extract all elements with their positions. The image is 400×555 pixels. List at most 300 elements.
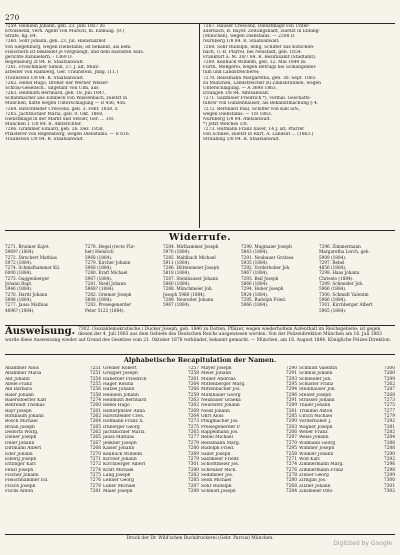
text-line: arbeiter von Ramberg, Ger. Traunstein, Jnng. (11.) [5,70,118,76]
index-name: Fuchs Anton [5,488,34,494]
grid-entry: 5970 (1884). [163,249,191,255]
index-number: 7301 [383,483,395,489]
index-number: 7283 [285,424,297,430]
grid-entry: 5866 (1884). [241,281,269,287]
text-line: 7269. Keilhuck Wilhelm, geb. 12. Mai 1844 zu [203,60,306,66]
index-number: 7271 [285,456,297,462]
text-line: Nürnberg 1/8 84. R. Staatsanwalt. [203,39,280,45]
index-number: 7273 [383,398,395,404]
text-line: 7266. Grammer Eduard, geb. 26. Dez. 1858, [5,127,104,133]
index-number: 7265 [89,424,101,430]
grid-entry: 7291. Neubauer Gratsea [241,254,294,260]
index-number: 7301 [187,462,199,468]
grid-entry: 7288. Münchmeier Joh. [163,286,213,292]
text-line: Traunstein 1/8 84. R. Staatsanwalt. [5,75,84,81]
text-line: München 1 1/8 84. R. Amtsrichter. [5,121,82,127]
index-name: Baier Johann [5,392,34,398]
index-number: 7285 [285,414,297,420]
text-line: 7261. Froschmaier Simon, 27. J. alt, Mütz- [5,65,100,71]
text-line: Ertolsheim, verh. Agent von Mürsch, m. Exmuag. (9.) [5,29,125,35]
text-line: wegen Diebstahls. — 1/8 1863. [203,111,273,117]
index-name: Hebel Hugo [103,403,130,409]
grid-entry: 5968 (1884). [85,254,113,260]
index-name: Zimmermann Marg. [299,462,344,468]
index-number: 7264 [187,414,199,420]
text-line: Unterschlagung. — A 3698 1863. [203,85,278,91]
index-number: 7298 [383,467,395,473]
index-number: 7268 [89,446,101,452]
index-number: 7284 [383,435,395,441]
index-name: Schlottmeier Jos. [201,462,240,468]
index-name: Jachtbichler Maria [103,430,145,436]
index-name: Sailer Joseph [201,451,231,457]
index-number: 7276 [89,478,101,484]
text-line: von Siegenburg, wegen Diebstahls; ist bekannt, als bem. [5,44,132,50]
grid-entry: 7281. Niedl Johann [85,281,126,287]
grid-entry: Joseph 5968 (1884). [163,291,206,297]
index-number: 7264 [89,419,101,425]
index-number: 7258 [187,371,199,377]
grid-entry: 7292. Vorderhober Joh. [241,265,291,271]
index-name: Kirchberger Albert [103,462,146,468]
index-name: Kraft Michael [103,467,134,473]
grid-entry: 7289. Neureiter Johann [163,296,214,302]
index-number: 7277 [187,435,199,441]
index-name: Haberner Friedrich [103,376,147,382]
grid-column [85,244,161,313]
index-number: 7272 [89,462,101,468]
index-number: 7290 [285,419,297,425]
index-name: Braun Joseph [5,424,35,430]
grid-entry: 7293. Reif Joseph [241,275,279,281]
text-line: von Schnee, zuletzt in Rürt, A. Landsut ... (1863.) [203,132,314,138]
grid-entry: 7287. Steinhauser Johann [163,275,219,281]
text-line: Erlangen 1/8 84. Amtsanwalt. [203,91,270,97]
grid-entry: 7285. Mahlbach Michael [163,254,216,260]
grid-entry: 7294. Huber Joseph [241,286,284,292]
recap-rule [5,354,395,355]
grid-entry: 7278. Hegel (recte Für- [85,244,136,249]
index-name: Hinterpfister Anna [103,408,145,414]
index-number: 7262 [187,403,199,409]
index-number: 7287 [383,387,395,393]
index-name: Mayer Joseph [201,366,232,371]
index-number: 7266 [187,387,199,393]
index-name: Birnbaum Johann [5,414,44,420]
index-name: Eiberg Joseph [5,456,37,462]
index-number: 7292 [383,419,395,425]
index-name: Zitzler Johann [299,483,331,489]
left-column [5,24,195,143]
grid-entry: 7290. Mugmaier Joseph [241,244,292,249]
index-name: Wimmer Joseph [299,446,335,452]
grid-entry: 7298. Haas Johann [319,270,360,276]
recap-title: Alphabetische Recapitulation der Namen. [123,356,277,364]
index-number: 7256 [89,387,101,393]
index-number: 7270 [285,440,297,446]
index-number: 7288 [383,446,395,452]
index-number: 7294 [285,387,297,393]
text-line: Schrau-Gesellsch., ungefähr von Ulm, aus [5,85,99,91]
grid-entry: 5808 (1884). [85,296,113,302]
text-line: Schuhmacher aus Eimbeck von Wassenbach, zuletzt in [5,96,128,102]
page-number: 270 [5,13,20,22]
index-name: Wolf Karl [299,456,320,462]
index-entry [299,489,395,494]
grid-entry: 4896? (1884). [5,307,35,313]
index-name: Zirngibl Jos. [299,478,327,484]
index-number: 7271 [89,456,101,462]
grid-entry: 7284. Mirlhammer Joseph [163,244,219,249]
index-number: 7291 [285,398,297,404]
index-number: 7260 [89,403,101,409]
grid-entry: 5843 (1884). [241,249,269,255]
index-name: Niedl Johann [201,408,230,414]
grid-entry: 7295. Rudolph Fried. [241,296,287,302]
index-number: 7280 [285,478,297,484]
grid-column [241,244,317,308]
index-number: 7281 [89,488,101,494]
grid-entry: her) Heinrich [85,249,114,255]
index-name: Zinsmeier Otto [299,488,333,494]
grid-entry: 5909 (1884). [319,254,347,260]
index-name: Trimmel Anton [299,408,333,414]
text-line: führer von Gunzenhäuser, als Bekanntmachung § 4. [203,101,319,107]
text-line: 7267. Hauser Crescenz, Dienstmagd von Unter- [203,24,310,29]
index-entry [5,489,101,494]
index-name: Weber Franz [299,430,328,436]
grid-entry: 7282. Greimer Joseph [85,291,132,297]
text-line: gerichte zuzuliefern. - 1369 D. [5,54,73,60]
index-number: 7280 [187,446,199,452]
grid-entry: 5860 (1884). [163,281,191,287]
index-name: Rappelmann Jos. [201,430,239,436]
index-number: 7274 [285,462,297,468]
index-name: Seidl Michael [201,478,232,484]
index-number: 7251 [89,371,101,377]
index-name: Schmidt Joseph [201,488,236,494]
index-name: Gropper Joseph [103,371,138,377]
grid-entry: 5967 (1884). [85,275,113,281]
index-name: Abele Franz [5,382,32,388]
index-name: Müller Andreas [201,376,236,382]
index-number: 7268 [285,483,297,489]
index-number: 7275 [89,472,101,478]
grid-column [163,244,239,308]
index-name: Schmidt Valentin [299,366,338,371]
index-name: Abl Barbara [5,387,32,393]
grid-entry: 5966 (1884). [319,286,347,292]
index-number: 7295 [285,382,297,388]
footer-rule [5,534,395,535]
index-name: Bosch Michael [5,419,38,425]
text-line: Nürnberg 1/8 84. Amtsanwalt. [203,116,271,122]
index-name: Hofmann Franz X. [103,419,144,425]
index-number: 7258 [89,392,101,398]
index-name: Abammer Alois [5,366,39,371]
grid-entry: 5965 (1884). [319,307,347,313]
text-line: 7270. Reissmann Margaretha, geb. 30. Sept. 1865 [203,75,316,81]
index-name: Eder Johann [5,451,33,457]
text-line: 7268. Sohr Rudolph, ledig, Schiffer aus Kutschen- [203,44,315,50]
index-number: 7289 [187,488,199,494]
index-name: Maier Joseph [103,488,133,494]
index-name: Thaler Johann [299,403,331,409]
index-number: 7255 [89,382,101,388]
grid-entry: 5968? (1884). [85,286,115,292]
grid-entry: 5898 (1884). [5,296,33,302]
grid-entry: 5966 (1884). [241,302,269,308]
grid-entry: 5935 (1884). [241,259,269,265]
grid-entry: 5972 (1884). [5,259,33,265]
index-number: 7293 [285,376,297,382]
index-number: 7283 [187,472,199,478]
text-line: München, hatte wegen Unterschlagung — D 456, 456. [5,101,127,107]
index-column [5,366,101,494]
index-entry [201,489,297,494]
section-title: Widerrufe. [168,232,232,243]
index-number: 7282 [383,430,395,436]
grid-entry: 7301. Kirchberger Albert [319,302,373,308]
grid-entry: 6000 (1884). [5,270,33,276]
index-number: 7279 [383,414,395,420]
index-number: 7262 [89,414,101,420]
index-name: Fenzl Joseph [5,467,34,473]
index-name: Mühlbauer Georg [201,392,241,398]
grid-entry: 7274. Schmidhammer Kil. [5,265,61,271]
grid-entry: Johann Bapt. [5,281,33,287]
index-number: 7273 [187,419,199,425]
right-column [203,24,395,143]
grid-column [319,244,395,313]
index-number: 7276 [285,467,297,473]
index-number: 7254 [89,376,101,382]
index-number: 7265 [187,430,199,436]
notice-heading: Ausweisung. [5,326,76,337]
index-name: Kaiser Johann [103,446,135,452]
grid-entry: 5946 (1884). [5,286,33,292]
grid-entry: 5911 (1884). [163,259,191,265]
index-name: Luber Michael [103,483,136,489]
grid-entry: 7275. Guggenberger [5,275,50,281]
google-watermark: Digitized by Google [333,540,392,547]
index-name: Hatzel Johann [103,387,135,393]
text-line: Regensburg 2f 84. R. Staatsanwalt. [5,60,85,66]
index-number: 7275 [383,403,395,409]
grid-entry: 5966 (1884). [319,296,347,302]
grid-entry: Peter 5122 (1884). [85,307,125,313]
index-name: Jenkner Joseph [103,440,137,446]
grid-entry: 7276. Harttl Johann [5,291,48,297]
index-name: Dirlmann Albert [5,446,42,452]
index-number: 7257 [187,366,199,371]
index-number: 7279 [187,440,199,446]
text-line: 7260. Sohr Johann, geb. 23. Jul. Hainstalzhof [5,39,106,45]
printer-imprint: Druck der Dr. Wild'schen Buchdruckerei (Gebr. Parcus) München. [126,536,274,541]
index-name: Schreiber Mich. [201,467,237,473]
grid-entry: 7277. Jauss Mathias [5,302,48,308]
index-column [201,366,297,494]
index-name: Widmann Georg [299,440,336,446]
grid-entry: 7286. Hüttenmeier Joseph [163,265,220,271]
grid-entry: 5968 (1884). [85,265,113,271]
grid-entry: 7296. Zimmermann [319,244,361,249]
index-name: Salzmeier Friedr. [201,456,240,462]
grid-entry: 7283. Preisegenerder [85,302,132,308]
grid-entry: 7271. Brunner Kajet. [5,244,50,249]
grid-entry: 4856 (1884). [319,265,347,271]
text-line: bach, U.-B. Pfarrei, bei Neustadt, geb. 1854. [203,49,302,55]
index-name: Diller Johann [5,440,35,446]
index-number: 7268 [383,392,395,398]
index-name: Irnberger Georg [103,424,140,430]
index-number: 7292 [383,456,395,462]
index-name: Sohr Rudolph [201,483,232,489]
text-line: Straubing 1/8 84. R. Staatsanwalt. [203,137,280,143]
index-name: Mittenbacher Jos. [201,387,241,393]
index-name: Meier Johann [201,371,232,377]
index-name: Preisegenerder P. [201,424,241,430]
index-number: 7267 [89,440,101,446]
index-number: 7261 [187,376,199,382]
index-name: Strasser Johann [299,398,335,404]
index-name: Schuster Franz [299,382,334,388]
index-number: 7291 [285,371,297,377]
index-name: Lang Joseph [103,472,131,478]
index-name: Diener Joseph [5,435,37,441]
grid-entry: 7279. Kircher Johann [85,259,131,265]
index-number: 7265 [89,435,101,441]
index-number: 7275 [187,424,199,430]
index-number: 7286 [383,440,395,446]
index-number: 7290 [285,366,297,371]
index-number: 7299 [383,472,395,478]
index-name: Winkler Johann [299,451,334,457]
index-name: Hirschfelder Cres. [103,414,145,420]
text-line: Traunstein 1/8 84. R. Staatsanwalt. [5,137,84,143]
text-line: Pflasterer von Regensburg, wegen Diebstahls. — II 616. [5,132,131,138]
index-name: Baiersdoerfer Karl [5,398,47,404]
text-line: 7272. Bernhard Paul, Schiffer von Kiel a/N., [203,106,301,112]
text-line: 7262. Hebel Hugo, Dreher der Werner Welzer- [5,80,109,86]
index-number: 7302 [383,488,395,494]
index-name: Pflugmacher Jos. [201,419,239,425]
index-name: Vorderhober J. [299,419,332,425]
index-number: 7261 [89,408,101,414]
text-line: auerbach, B. Bayer. Zeitungsblatt, zuletzt in Ebbing- [203,29,321,35]
grid-entry: 5969? (1884). [5,249,35,255]
grid-entry: 7297. Rebel [319,259,345,265]
index-entry [103,489,199,494]
index-name: Ettlinger Karl [5,462,36,468]
index-number: 7281 [383,424,395,430]
index-name: Zinner Georg [299,472,329,478]
index-number: 7274 [89,467,101,473]
index-number: 7279 [187,456,199,462]
expulsion-notice [5,327,395,343]
index-column [103,366,199,494]
text-line: tum und Landstreicherei; [203,70,260,76]
index-name: Hellmuth Bernhard [103,398,147,404]
grid-entry: 5818 (1884). [163,270,191,276]
index-name: Frisch Joseph [5,483,36,489]
index-name: Rudolph Fried. [201,446,235,452]
index-name: Dedorfa Wolfg. [5,430,39,436]
grid-entry: Margaretha Lerch, geb. [319,249,370,255]
text-line: Strafe, fig. 84. [5,34,38,40]
index-name: Weiss Johann [299,435,329,441]
text-line: (München), wegen Diebstahls. — 2308 D. [203,34,296,40]
index-number: 7278 [285,472,297,478]
index-name: Jauss Mathias [103,435,135,441]
text-line: Dienstmagd in der Markt und Steuer, Ger. ... 1/8. [5,116,115,122]
index-number: 7300 [383,478,395,484]
index-number: 7269 [187,451,199,457]
index-number: 7284 [285,488,297,494]
index-number: 7296 [383,462,395,468]
grid-entry: 5924 (1884). [241,291,269,297]
index-number: 7290 [383,451,395,457]
index-number: 7297 [285,435,297,441]
grid-column [5,244,81,313]
index-number: 7262 [383,382,395,388]
index-number: 7251 [89,366,101,371]
index-number: 7260 [383,371,395,377]
index-name: Ulrich Michael [299,414,333,420]
index-number: 7287 [187,483,199,489]
index-number: 7264 [187,382,199,388]
grid-entry: Chriesto (1884). [319,275,354,281]
index-name: Abammer Maria [5,371,42,377]
text-line: *) Jetzt Welches 1/8. [203,121,249,127]
index-name: Keilhuck Wilhelm [103,451,142,457]
text-line: zu München, Landstreicher zu Zinnsbrunnen, wegen [203,80,321,86]
index-number: 7274 [89,398,101,404]
text-line: Fleischern ist bekleidet je vorgezeigt, und dem nächsten Aufs. [5,49,145,55]
index-name: Greiner Robert [103,366,137,371]
index-name: Sedlmeier Jos. [201,472,234,478]
index-number: 7280 [187,467,199,473]
text-line: 7259. Heinlein Johann, geb. 23. Juni 1857 zu [5,24,105,29]
index-number: 7285 [187,478,199,484]
grid-entry: 5967 (1884). [163,302,191,308]
index-name: Schneider Joh. [299,376,332,382]
index-name: Rebel Michael [201,435,233,441]
index-name: Neubauer Graeka [201,398,241,404]
index-number: 7277 [383,408,395,414]
index-name: Kircher Johann [103,456,137,462]
grid-entry: 7300. Schmidt Valentin [319,291,369,297]
index-name: Abt Johann [5,376,30,382]
index-number: 7262 [89,430,101,436]
index-number: 7296 [285,392,297,398]
index-name: Wagner Joseph [299,424,333,430]
index-name: Fleischhammer Ed. [5,478,49,484]
index-name: Ohrt Alois [201,414,224,420]
index-name: Mittenberger Marg. [201,382,246,388]
text-line: Frankfurt a. M. 30/7 84. R. Bezirksamt (Stadtamt). [203,54,317,60]
index-number: 7258 [285,451,297,457]
column-divider [199,24,200,228]
text-line: 7273. Hofmann Franz Xaver, 14 J. alt, Pfarrer [203,127,305,133]
index-name: Neureiter Johann [201,403,240,409]
text-line: 7263. Hellmuth Bernhard, geb. 18. Juli 1847, [5,91,106,97]
index-number: 7289 [285,403,297,409]
index-number: 7259 [187,392,199,398]
index-name: Zimmermann Franz [299,467,344,473]
index-name: Steinhauser Joh. [299,387,336,393]
grid-entry: 7299. Schneider Joh. [319,281,364,287]
